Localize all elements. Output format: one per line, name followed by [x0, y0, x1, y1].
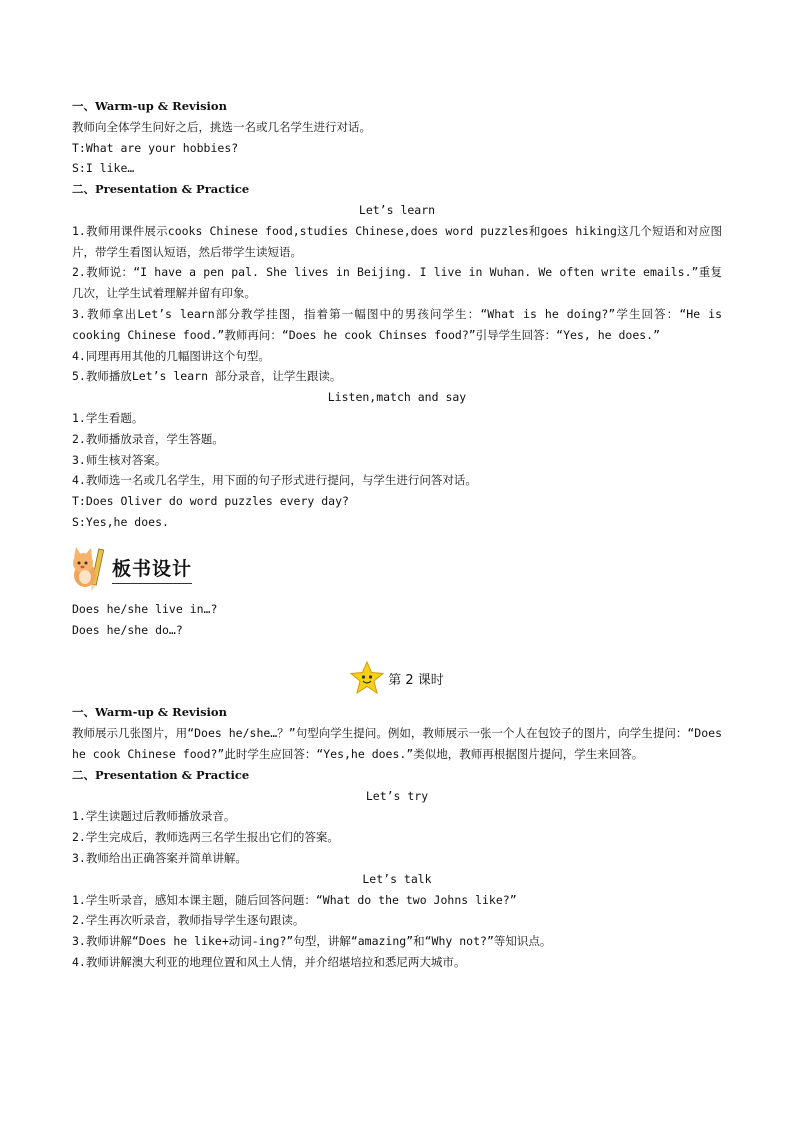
list-item: 1.学生看题。 [72, 410, 144, 425]
list-item: 2.学生再次听录音，教师指导学生逐句跟读。 [72, 913, 305, 928]
subsection-title: Let’s learn [358, 202, 436, 217]
cat-with-pencil-icon [68, 545, 108, 593]
list-item: 1.学生听录音，感知本课主题，随后回答问题：“What do the two Johns like?” [72, 892, 517, 907]
subsection-title: Listen,match and say [327, 390, 467, 405]
paragraph: 5.教师播放Let’s learn 部分录音，让学生跟读。 [72, 369, 342, 384]
board-design-title: 板书设计 [112, 554, 192, 584]
dialogue-line: S:Yes,he does. [72, 514, 169, 529]
dialogue-line: S:I like… [72, 161, 135, 176]
board-design-header [68, 543, 722, 595]
list-item: 3.教师讲解“Does he like+动词-ing?”句型，讲解“amazing”和“Why not?”等知识点。 [72, 934, 552, 949]
paragraph: 3.教师拿出Let’s learn部分教学挂图，指着第一幅图中的男孩问学生：“What is he doing?”学生回答：“He is cooking Chinese food.”教师再问：“Does he cook Chinses food?”引导学生回答：“Yes, he does.” [72, 306, 722, 342]
list-item: 1.学生读题过后教师播放录音。 [72, 809, 236, 824]
list-item: 3.师生核对答案。 [72, 452, 167, 467]
subsection-title: Let’s talk [362, 871, 432, 886]
dialogue-line: T:Does Oliver do word puzzles every day? [72, 494, 349, 509]
section-heading: 一、Warm-up & Revision [72, 705, 227, 720]
paragraph: 教师向全体学生问好之后，挑选一名或几名学生进行对话。 [72, 119, 371, 134]
section-heading: 二、Presentation & Practice [72, 767, 250, 782]
list-item: 4.教师讲解澳大利亚的地理位置和风土人情，并介绍堪培拉和悉尼两大城市。 [72, 954, 466, 969]
lesson-title: 第 2 课时 [388, 672, 444, 688]
star-icon [350, 661, 384, 695]
document-page [72, 96, 722, 973]
list-item: 2.学生完成后，教师选两三名学生报出它们的答案。 [72, 830, 339, 845]
list-item: 3.教师给出正确答案并简单讲解。 [72, 850, 247, 865]
subsection-title: Let’s try [365, 788, 429, 803]
paragraph: 1.教师用课件展示cooks Chinese food,studies Chinese,does word puzzles和goes hiking这几个短语和对应图片，带学生看图认短语，然后带学生读短语。 [72, 223, 722, 259]
paragraph: 教师展示几张图片，用“Does he/she…？”句型向学生提问。例如，教师展示一张一个人在包饺子的图片，向学生提问：“Does he cook Chinese food?”此时学生应回答：“Yes,he does.”类似地，教师再根据图片提问，学生来回答。 [72, 726, 722, 761]
section-heading: 二、Presentation & Practice [72, 182, 250, 197]
paragraph: 2.教师说：“I have a pen pal. She lives in Beijing. I live in Wuhan. We often write emails.”重复几次，让学生试着理解并留有印象。 [72, 265, 722, 301]
lesson-header [72, 658, 722, 698]
dialogue-line: T:What are your hobbies? [72, 140, 239, 155]
list-item: 2.教师播放录音，学生答题。 [72, 431, 224, 446]
list-item: 4.教师选一名或几名学生，用下面的句子形式进行提问，与学生进行问答对话。 [72, 473, 477, 488]
section-heading: 一、Warm-up & Revision [72, 99, 227, 113]
board-line: Does he/she live in…? [72, 601, 218, 616]
board-line: Does he/she do…? [72, 622, 183, 637]
paragraph: 4.同理再用其他的几幅图讲这个句型。 [72, 348, 270, 363]
